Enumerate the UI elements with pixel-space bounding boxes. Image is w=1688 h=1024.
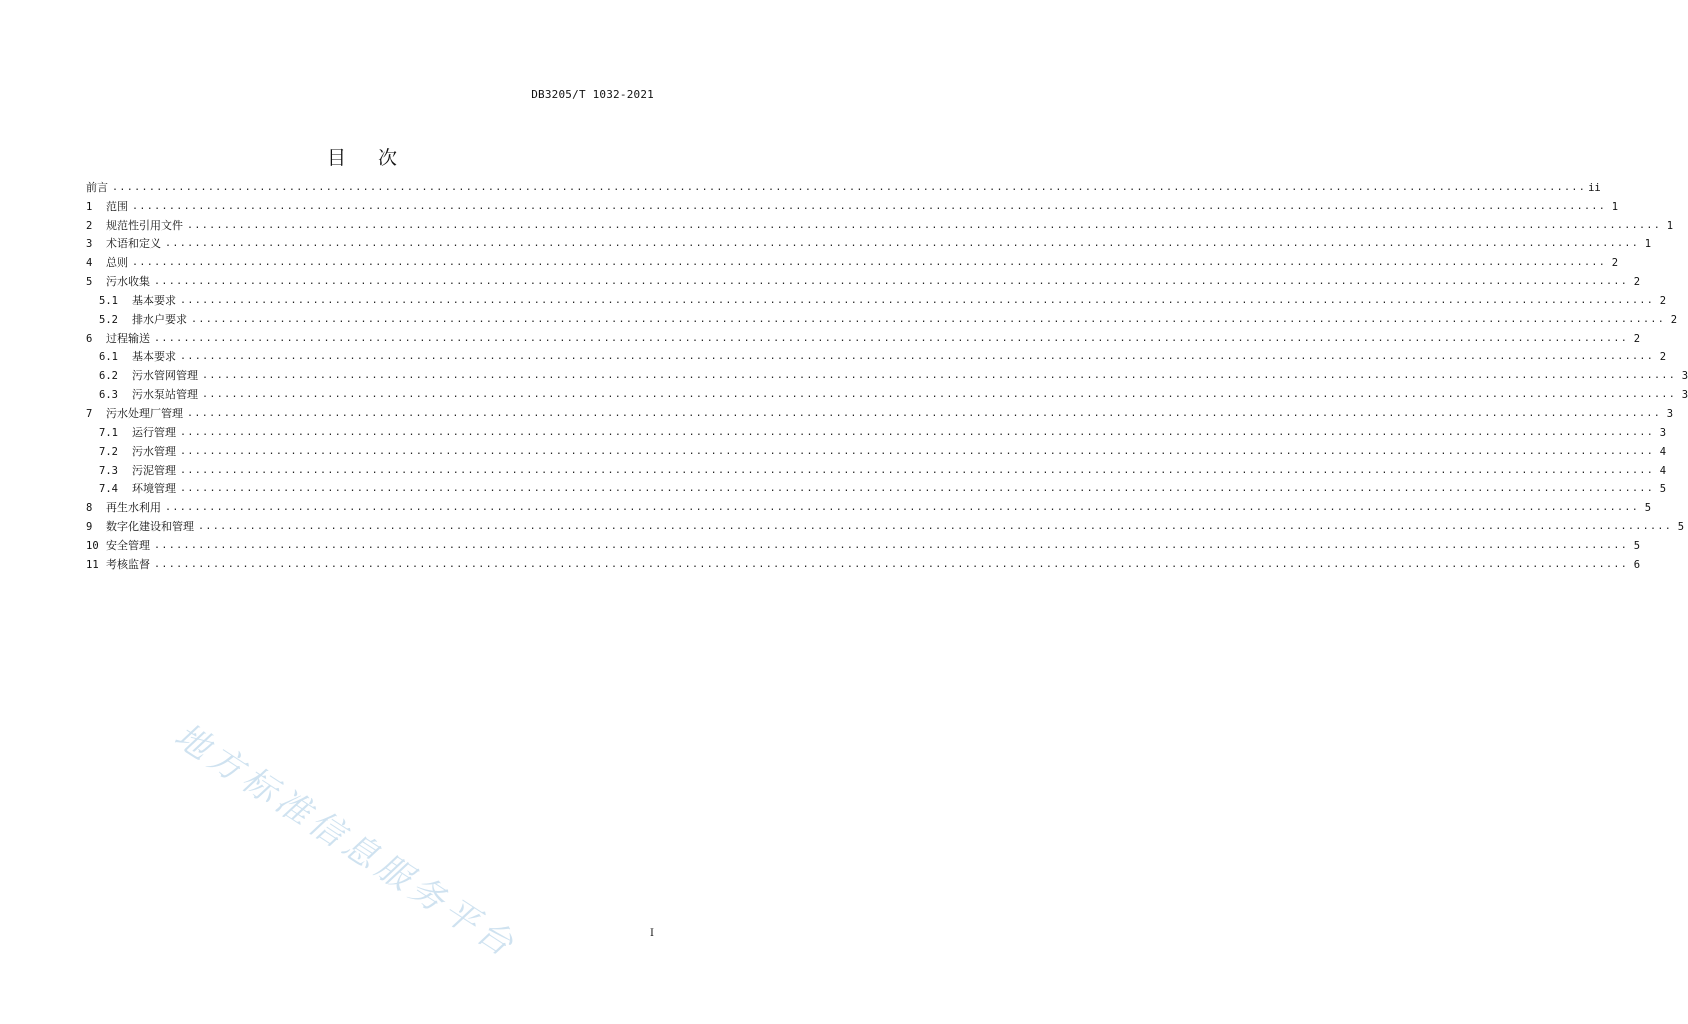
toc-entry-label: 总则 (106, 256, 128, 270)
toc-entry-page: 5 (1633, 539, 1641, 552)
toc-entry-label: 运行管理 (132, 425, 176, 439)
toc-entry-label: 污水处理厂管理 (106, 406, 183, 420)
toc-dot-leader: ........................................................................................................................................................................................................ (198, 521, 1673, 533)
toc-dot-leader: ........................................................................................................................................................................................................ (180, 445, 1655, 457)
toc-entry-page: 2 (1659, 351, 1667, 364)
toc-entry-label: 范围 (106, 199, 128, 213)
toc-entry-number: 6.2 (99, 370, 118, 383)
toc-entry-number: 6.3 (99, 389, 118, 402)
toc-entry[interactable] (86, 270, 1641, 289)
page-number: I (650, 928, 654, 939)
toc-entry-number: 7.1 (99, 426, 118, 439)
toc-entry-number: 4 (86, 257, 93, 270)
toc-entry[interactable] (86, 195, 1619, 214)
toc-entry-label: 排水户要求 (132, 312, 187, 326)
toc-entry-number: 7 (86, 407, 93, 420)
toc-entry-label: 数字化建设和管理 (106, 520, 194, 534)
toc-entry-page: 4 (1659, 445, 1667, 458)
toc-dot-leader: ........................................................................................................................................................................................................ (202, 370, 1677, 382)
toc-dot-leader: ........................................................................................................................................................................................................ (165, 502, 1640, 514)
toc-entry-number: 6 (86, 332, 93, 345)
toc-entry[interactable] (86, 534, 1641, 553)
toc-dot-leader: ........................................................................................................................................................................................................ (180, 483, 1655, 495)
toc-entry-label: 再生水利用 (106, 501, 161, 515)
toc-entry-page: 3 (1681, 370, 1688, 383)
toc-entry-number: 5.1 (99, 294, 118, 307)
toc-entry-page: 3 (1659, 426, 1667, 439)
toc-dot-leader: ........................................................................................................................................................................................................ (180, 426, 1655, 438)
toc-entry[interactable] (86, 496, 1652, 515)
toc-entry[interactable] (86, 383, 1688, 402)
toc-entry-number: 11 (86, 558, 99, 571)
toc-entry[interactable] (86, 553, 1641, 572)
toc-entry[interactable] (86, 308, 1678, 327)
toc-dot-leader: ........................................................................................................................................................................................................ (154, 558, 1629, 570)
toc-entry-label: 污泥管理 (132, 463, 176, 477)
toc-entry[interactable] (86, 402, 1674, 421)
toc-dot-leader: ........................................................................................................................................................................................................ (187, 407, 1662, 419)
document-code: DB3205/T 1032-2021 (531, 88, 654, 101)
toc-entry-label: 污水泵站管理 (132, 388, 198, 402)
toc-entry-page: 6 (1633, 558, 1641, 571)
toc-dot-leader: ........................................................................................................................................................................................................ (165, 238, 1640, 250)
toc-entry-label: 安全管理 (106, 538, 150, 552)
toc-entry[interactable] (86, 251, 1619, 270)
toc-entry-page: 2 (1633, 332, 1641, 345)
table-of-contents (86, 176, 1688, 572)
toc-dot-leader: ........................................................................................................................................................................................................ (202, 389, 1677, 401)
toc-entry-number: 5 (86, 276, 93, 289)
toc-entry-label: 污水管网管理 (132, 369, 198, 383)
toc-dot-leader: ........................................................................................................................................................................................................ (154, 332, 1629, 344)
toc-entry-number: 5.2 (99, 313, 118, 326)
toc-entry-number: 7.2 (99, 445, 118, 458)
toc-entry-label: 基本要求 (132, 293, 176, 307)
toc-entry-page: 5 (1644, 502, 1652, 515)
toc-entry-page: 1 (1666, 219, 1674, 232)
toc-dot-leader: ........................................................................................................................................................................................................ (180, 464, 1655, 476)
toc-entry[interactable] (86, 233, 1652, 252)
toc-entry[interactable] (86, 459, 1667, 478)
toc-entry-label: 环境管理 (132, 482, 176, 496)
toc-entry[interactable] (86, 327, 1641, 346)
toc-entry-page: 4 (1659, 464, 1667, 477)
toc-entry-label: 污水收集 (106, 275, 150, 289)
toc-entry-label: 前言 (86, 180, 108, 194)
toc-dot-leader: ........................................................................................................................................................................................................ (132, 257, 1607, 269)
toc-entry-page: 3 (1666, 407, 1674, 420)
toc-entry-page: 5 (1659, 483, 1667, 496)
toc-entry-label: 术语和定义 (106, 237, 161, 251)
toc-entry-number: 7.3 (99, 464, 118, 477)
page-title: 目次 (326, 147, 429, 169)
toc-dot-leader: ........................................................................................................................................................................................................ (154, 276, 1629, 288)
toc-entry[interactable] (86, 214, 1674, 233)
toc-dot-leader: ........................................................................................................................................................................................................ (180, 294, 1655, 306)
toc-entry-label: 过程输送 (106, 331, 150, 345)
toc-entry-label: 考核监督 (106, 557, 150, 571)
toc-entry[interactable] (86, 478, 1667, 497)
toc-entry-page: 5 (1677, 521, 1685, 534)
toc-dot-leader: ........................................................................................................................................................................................................ (191, 313, 1666, 325)
toc-dot-leader: ........................................................................................................................................................................................................ (187, 219, 1662, 231)
toc-entry[interactable] (86, 176, 1601, 195)
toc-dot-leader: ........................................................................................................................................................................................................ (154, 539, 1629, 551)
toc-entry[interactable] (86, 515, 1685, 534)
toc-entry-page: 2 (1633, 276, 1641, 289)
toc-entry-number: 6.1 (99, 351, 118, 364)
toc-entry-page: ii (1588, 181, 1601, 194)
toc-entry-page: 2 (1659, 294, 1667, 307)
toc-entry[interactable] (86, 364, 1688, 383)
toc-entry[interactable] (86, 346, 1667, 365)
toc-dot-leader: ........................................................................................................................................................................................................ (132, 200, 1607, 212)
toc-entry[interactable] (86, 440, 1667, 459)
toc-entry-number: 7.4 (99, 483, 118, 496)
toc-entry-page: 2 (1670, 313, 1678, 326)
toc-entry-page: 3 (1681, 389, 1688, 402)
toc-entry-page: 1 (1644, 238, 1652, 251)
watermark-text: 地方标准信息服务平台 (167, 715, 525, 968)
toc-entry[interactable] (86, 289, 1667, 308)
toc-entry-page: 1 (1611, 200, 1619, 213)
toc-entry-number: 10 (86, 539, 99, 552)
toc-entry-number: 2 (86, 219, 93, 232)
toc-dot-leader: ........................................................................................................................................................................................................ (112, 181, 1587, 193)
toc-entry[interactable] (86, 421, 1667, 440)
toc-entry-number: 8 (86, 502, 93, 515)
toc-entry-number: 9 (86, 521, 93, 534)
toc-entry-number: 3 (86, 238, 93, 251)
toc-entry-page: 2 (1611, 257, 1619, 270)
toc-dot-leader: ........................................................................................................................................................................................................ (180, 351, 1655, 363)
toc-entry-label: 污水管理 (132, 444, 176, 458)
toc-entry-label: 规范性引用文件 (106, 218, 183, 232)
toc-entry-number: 1 (86, 200, 93, 213)
toc-entry-label: 基本要求 (132, 350, 176, 364)
